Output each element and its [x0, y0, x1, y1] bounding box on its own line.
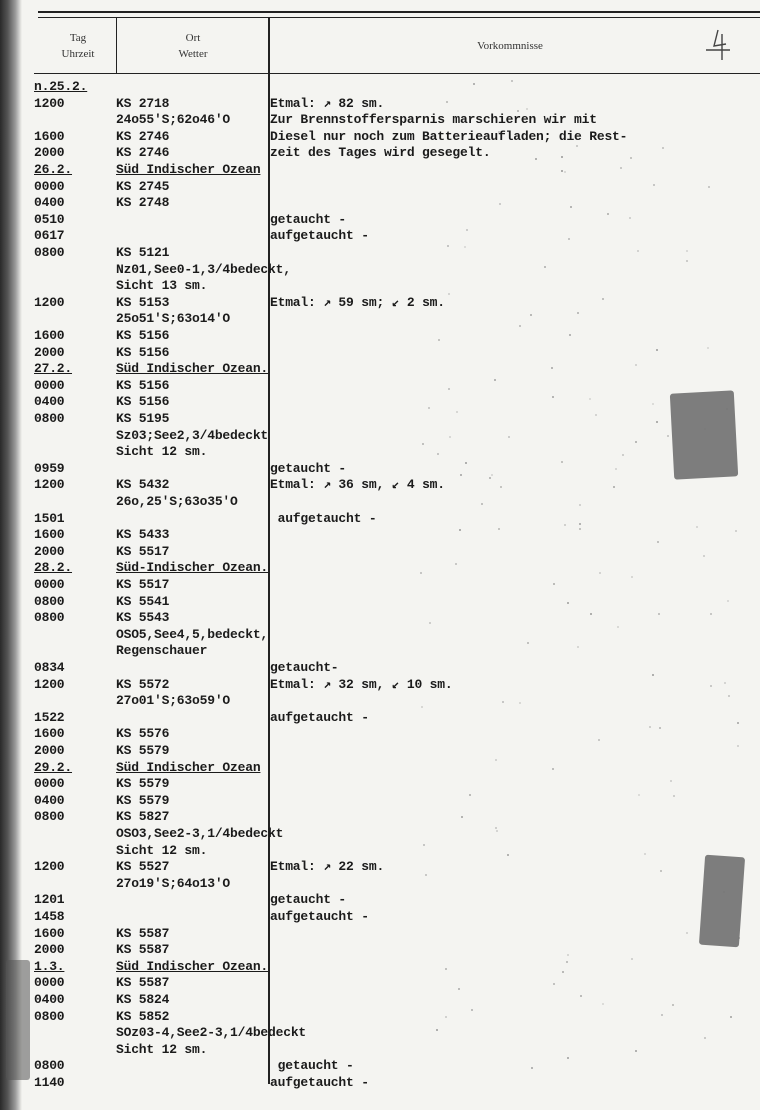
log-position: Sicht 12 sm. — [116, 444, 208, 460]
scan-speck — [686, 260, 688, 262]
log-position: Süd Indischer Ozean. — [116, 361, 269, 377]
log-row — [0, 709, 760, 726]
scan-speck — [466, 229, 468, 231]
log-time: 2000 — [34, 743, 65, 758]
log-event: getaucht - — [270, 1058, 354, 1074]
log-event: getaucht - — [270, 211, 347, 227]
log-event: Etmal: ↗ 32 sm, ↙ 10 sm. — [270, 676, 453, 692]
log-date: 29.2. — [34, 759, 73, 775]
log-time: 0800 — [34, 593, 65, 609]
log-position: Sz03;See2,3/4bedeckt — [116, 427, 269, 443]
log-row — [0, 842, 760, 859]
log-event: aufgetaucht - — [270, 228, 369, 244]
scan-speck — [495, 759, 497, 761]
scan-speck — [552, 768, 554, 770]
log-position: KS 5541 — [116, 593, 170, 609]
log-row — [0, 1041, 760, 1058]
log-row — [0, 891, 760, 908]
log-row — [0, 377, 760, 394]
top-rule — [38, 11, 760, 13]
log-position: KS 2718 — [116, 95, 170, 111]
scan-speck — [659, 727, 661, 729]
scan-speck — [589, 398, 591, 400]
log-row — [0, 410, 760, 427]
scan-speck — [566, 961, 568, 963]
log-time: 1522 — [34, 709, 65, 725]
log-row — [0, 460, 760, 477]
scan-speck — [672, 1004, 674, 1006]
log-position: KS 5572 — [116, 676, 170, 692]
scan-speck — [727, 600, 729, 602]
log-row — [0, 974, 760, 991]
scan-speck — [578, 133, 580, 135]
scan-speck — [535, 158, 537, 160]
log-time: 0800 — [34, 610, 65, 626]
header-place-line2: Wetter — [178, 48, 208, 60]
log-time: 0000 — [34, 577, 65, 592]
scan-speck — [579, 504, 581, 506]
header-time-line1: Tag — [69, 32, 87, 44]
scan-speck — [421, 706, 423, 708]
log-time: 0400 — [34, 394, 65, 410]
log-time: 0800 — [34, 809, 65, 825]
log-event: getaucht - — [270, 892, 347, 908]
scan-speck — [445, 968, 447, 970]
log-row — [0, 609, 760, 626]
log-position: SOz03-4,See2-3,1/4bedeckt — [116, 1025, 307, 1041]
log-position: KS 5432 — [116, 477, 170, 493]
log-position: 27o19'S;64o13'O — [116, 875, 231, 891]
log-row — [0, 194, 760, 211]
log-position: Süd Indischer Ozean — [116, 759, 261, 775]
log-time: 2000 — [34, 344, 65, 360]
log-row — [0, 1008, 760, 1025]
log-time: 2000 — [34, 543, 65, 559]
log-position: 26o,25'S;63o35'O — [116, 494, 238, 509]
log-row — [0, 393, 760, 410]
log-row — [0, 144, 760, 161]
scan-speck — [461, 816, 463, 818]
header-time — [40, 30, 116, 62]
scan-speck — [564, 524, 566, 526]
log-row — [0, 543, 760, 560]
log-row — [0, 294, 760, 311]
log-row — [0, 510, 760, 527]
scan-speck — [464, 246, 466, 248]
log-time: 1200 — [34, 477, 65, 493]
log-event: aufgetaucht - — [270, 510, 377, 526]
log-row — [0, 227, 760, 244]
scan-speck — [598, 739, 600, 741]
log-row — [0, 958, 760, 975]
log-time: 1458 — [34, 909, 65, 924]
log-time: 0000 — [34, 975, 65, 991]
header-place — [118, 30, 268, 62]
header-time-line2: Uhrzeit — [61, 48, 95, 60]
scan-speck — [673, 795, 675, 797]
scan-speck — [686, 932, 688, 934]
scan-speck — [447, 149, 449, 151]
log-position: KS 5587 — [116, 975, 170, 991]
log-row — [0, 277, 760, 294]
log-event: Diesel nur noch zum Batterieaufladen; die Rest- — [270, 128, 628, 144]
log-time: 1200 — [34, 859, 65, 875]
log-position: KS 5579 — [116, 776, 170, 792]
ink-stain — [6, 960, 30, 1080]
scan-speck — [447, 245, 449, 247]
log-row — [0, 360, 760, 377]
scan-speck — [635, 364, 637, 366]
scan-speck — [637, 250, 639, 252]
log-time: 0800 — [34, 1058, 65, 1074]
scan-speck — [423, 844, 425, 846]
header-bottom-rule — [34, 73, 760, 74]
log-time: 1600 — [34, 328, 65, 343]
log-row — [0, 725, 760, 742]
log-row — [0, 476, 760, 493]
scan-speck — [428, 407, 430, 409]
log-time: 0400 — [34, 792, 65, 808]
log-position: KS 5852 — [116, 1008, 170, 1024]
log-time: 1140 — [34, 1075, 65, 1090]
log-time: 1200 — [34, 676, 65, 692]
log-position: KS 5579 — [116, 792, 170, 808]
log-row — [0, 1024, 760, 1041]
log-time: 0800 — [34, 1008, 65, 1024]
log-position: KS 5587 — [116, 942, 170, 958]
scan-speck — [658, 613, 660, 615]
log-time: 1501 — [34, 510, 65, 526]
log-event: Etmal: ↗ 36 sm, ↙ 4 sm. — [270, 477, 445, 493]
log-position: 25o51'S;63o14'O — [116, 311, 231, 327]
scan-speck — [620, 167, 622, 169]
log-row — [0, 576, 760, 593]
log-time: 0834 — [34, 660, 65, 675]
scan-speck — [595, 414, 597, 416]
log-position: Süd-Indischer Ozean. — [116, 560, 269, 576]
log-position: KS 5517 — [116, 577, 170, 592]
scan-speck — [707, 347, 709, 349]
log-time: 0000 — [34, 776, 65, 792]
scan-speck — [499, 203, 501, 205]
log-date: 1.3. — [34, 958, 65, 974]
log-row — [0, 808, 760, 825]
log-date: 28.2. — [34, 560, 73, 576]
handwritten-mark — [700, 26, 736, 62]
log-row — [0, 692, 760, 709]
log-time: 0000 — [34, 377, 65, 393]
log-event: Etmal: ↗ 82 sm. — [270, 95, 385, 111]
scan-speck — [455, 563, 457, 565]
log-position: KS 2745 — [116, 178, 170, 194]
scan-speck — [737, 722, 739, 724]
scan-speck — [498, 528, 500, 530]
log-row — [0, 493, 760, 510]
log-row — [0, 443, 760, 460]
scan-speck — [613, 486, 615, 488]
log-time: 0800 — [34, 245, 65, 260]
scan-speck — [579, 528, 581, 530]
log-position: Sicht 13 sm. — [116, 278, 208, 294]
scan-speck — [553, 583, 555, 585]
log-row — [0, 875, 760, 892]
log-time: 0400 — [34, 992, 65, 1007]
log-row — [0, 759, 760, 776]
log-row — [0, 327, 760, 344]
log-time: 1600 — [34, 726, 65, 742]
scan-speck — [552, 396, 554, 398]
log-time: 1600 — [34, 128, 65, 144]
scan-speck — [494, 379, 496, 381]
log-position: Regenschauer — [116, 643, 208, 659]
scan-speck — [730, 1016, 732, 1018]
log-position: Sicht 12 sm. — [116, 1041, 208, 1057]
log-position: KS 5824 — [116, 992, 170, 1007]
log-event: Zur Brennstoffersparnis marschieren wir mit — [270, 112, 597, 128]
scan-speck — [567, 602, 569, 604]
log-time: 1201 — [34, 892, 65, 908]
log-row — [0, 825, 760, 842]
log-row — [0, 908, 760, 925]
ink-stain — [699, 855, 745, 948]
header-place-line1: Ort — [185, 32, 201, 44]
log-time: 0617 — [34, 228, 65, 244]
log-time: 1600 — [34, 925, 65, 941]
log-event: getaucht - — [270, 460, 347, 476]
log-row — [0, 427, 760, 444]
scan-speck — [569, 334, 571, 336]
log-row — [0, 676, 760, 693]
log-date: n.25.2. — [34, 79, 88, 94]
log-position: KS 5156 — [116, 328, 170, 343]
log-event: Etmal: ↗ 59 sm; ↙ 2 sm. — [270, 294, 445, 310]
log-event: zeit des Tages wird gesegelt. — [270, 145, 491, 161]
log-event: aufgetaucht - — [270, 1075, 369, 1090]
log-position: KS 5527 — [116, 859, 170, 875]
log-time: 2000 — [34, 942, 65, 958]
log-time: 1200 — [34, 294, 65, 310]
log-row — [0, 792, 760, 809]
log-row — [0, 261, 760, 278]
log-event: aufgetaucht - — [270, 909, 369, 924]
log-position: KS 5121 — [116, 245, 170, 260]
scan-speck — [579, 523, 581, 525]
log-position: 24o55'S;62o46'O — [116, 112, 231, 128]
scan-speck — [708, 186, 710, 188]
log-row — [0, 526, 760, 543]
log-event: Etmal: ↗ 22 sm. — [270, 859, 385, 875]
log-row — [0, 211, 760, 228]
log-position: KS 5587 — [116, 925, 170, 941]
log-time: 1600 — [34, 527, 65, 543]
log-row — [0, 659, 760, 676]
scan-speck — [449, 436, 451, 438]
log-row — [0, 925, 760, 942]
scan-speck — [602, 298, 604, 300]
log-row — [0, 858, 760, 875]
scan-speck — [724, 682, 726, 684]
log-position: KS 5156 — [116, 377, 170, 393]
scan-speck — [670, 780, 672, 782]
log-time: 0400 — [34, 195, 65, 211]
log-row — [0, 111, 760, 128]
log-time: 1200 — [34, 95, 65, 111]
log-time: 2000 — [34, 145, 65, 161]
log-position: Nz01,See0-1,3/4bedeckt, — [116, 261, 291, 277]
scan-speck — [465, 462, 467, 464]
scan-speck — [567, 1057, 569, 1059]
scan-speck — [652, 674, 654, 676]
scan-speck — [723, 891, 725, 893]
log-position: KS 5153 — [116, 294, 170, 310]
log-position: 27o01'S;63o59'O — [116, 693, 231, 709]
log-row — [0, 128, 760, 145]
log-row — [0, 310, 760, 327]
log-row — [0, 244, 760, 261]
log-row — [0, 344, 760, 361]
log-time: 0800 — [34, 411, 65, 426]
log-position: OSO3,See2-3,1/4bedeckt — [116, 826, 284, 841]
log-time: 0959 — [34, 460, 65, 476]
log-position: Süd Indischer Ozean — [116, 162, 261, 177]
log-row — [0, 178, 760, 195]
log-date: 27.2. — [34, 361, 73, 377]
log-row — [0, 742, 760, 759]
log-position: KS 2746 — [116, 128, 170, 144]
scan-speck — [519, 702, 521, 704]
log-row — [0, 1074, 760, 1091]
scan-speck — [437, 453, 439, 455]
log-event: getaucht- — [270, 660, 339, 675]
header-events: Vorkommnisse — [477, 40, 543, 52]
log-position: KS 5156 — [116, 344, 170, 360]
log-position: KS 2746 — [116, 145, 170, 161]
log-position: KS 5517 — [116, 543, 170, 559]
log-position: KS 5433 — [116, 527, 170, 543]
scan-speck — [436, 1029, 438, 1031]
log-row — [0, 559, 760, 576]
log-date: 26.2. — [34, 162, 73, 177]
scan-speck — [519, 325, 521, 327]
log-position: KS 5156 — [116, 394, 170, 410]
log-position: Süd Indischer Ozean. — [116, 958, 269, 974]
log-position: Sicht 12 sm. — [116, 842, 208, 858]
log-event: aufgetaucht - — [270, 709, 369, 725]
log-row — [0, 161, 760, 178]
log-row — [0, 991, 760, 1008]
scan-speck — [448, 293, 450, 295]
scan-speck — [460, 474, 462, 476]
log-position: KS 5543 — [116, 610, 170, 626]
log-position: KS 5579 — [116, 743, 170, 758]
scan-speck — [526, 108, 528, 110]
log-row — [0, 95, 760, 112]
scan-speck — [561, 461, 563, 463]
log-row — [0, 626, 760, 643]
log-row — [0, 941, 760, 958]
scan-speck — [635, 441, 637, 443]
log-position: KS 5195 — [116, 411, 170, 426]
scan-speck — [617, 626, 619, 628]
log-row — [0, 78, 760, 95]
scan-speck — [511, 80, 513, 82]
log-position: KS 5576 — [116, 726, 170, 742]
log-row — [0, 593, 760, 610]
log-row — [0, 642, 760, 659]
log-row — [0, 775, 760, 792]
scan-speck — [459, 529, 461, 531]
log-position: OSO5,See4,5,bedeckt, — [116, 626, 269, 642]
column-divider-time — [116, 18, 117, 74]
log-position: KS 2748 — [116, 195, 170, 211]
log-row — [0, 1057, 760, 1074]
log-time: 0510 — [34, 211, 65, 227]
ink-stain — [670, 390, 738, 479]
top-rule-thin — [38, 17, 760, 18]
scan-speck — [726, 408, 728, 410]
log-position: KS 5827 — [116, 809, 170, 825]
log-time: 0000 — [34, 178, 65, 194]
